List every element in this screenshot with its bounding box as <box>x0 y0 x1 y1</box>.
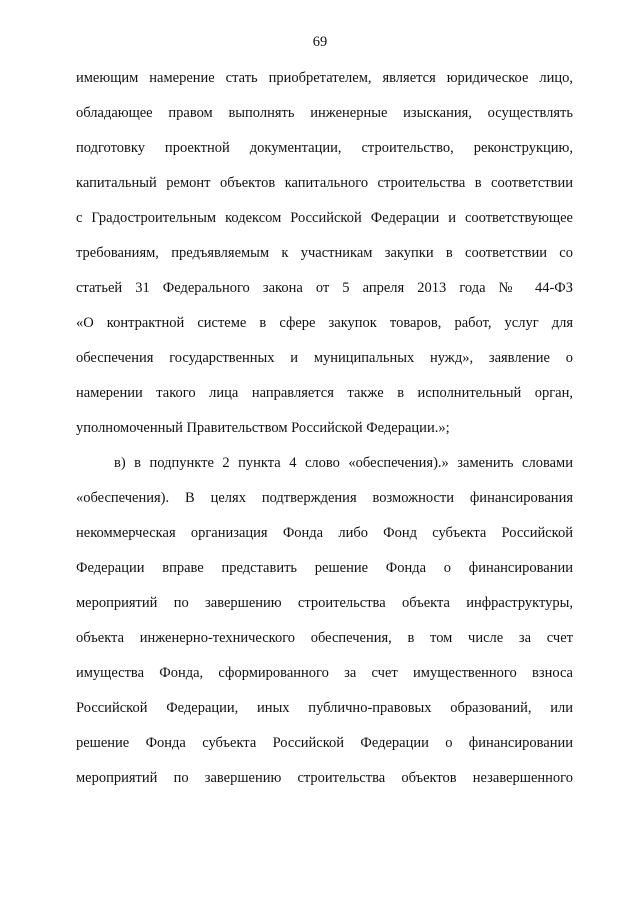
text-line: решение Фонда субъекта Российской Федерации о финансировании <box>76 735 573 751</box>
text-line: Российской Федерации, иных публично-правовых образований, или <box>76 700 573 716</box>
text-line: «обеспечения). В целях подтверждения возможности финансирования <box>76 490 573 506</box>
text-line: статьей 31 Федерального закона от 5 апреля 2013 года № 44-ФЗ <box>76 280 573 296</box>
text-line: уполномоченный Правительством Российской Федерации.»; <box>76 420 450 436</box>
text-line: подготовку проектной документации, строительство, реконструкцию, <box>76 140 573 156</box>
text-line: имеющим намерение стать приобретателем, является юридическое лицо, <box>76 70 573 86</box>
text-line: требованиям, предъявляемым к участникам закупки в соответствии со <box>76 245 573 261</box>
text-line: объекта инженерно-технического обеспечения, в том числе за счет <box>76 630 573 646</box>
text-line: имущества Фонда, сформированного за счет имущественного взноса <box>76 665 573 681</box>
text-line: обладающее правом выполнять инженерные изыскания, осуществлять <box>76 105 573 121</box>
text-line: с Градостроительным кодексом Российской Федерации и соответствующее <box>76 210 573 226</box>
page-number: 69 <box>312 34 328 50</box>
text-line: капитальный ремонт объектов капитального строительства в соответствии <box>76 175 573 191</box>
text-line: «О контрактной системе в сфере закупок товаров, работ, услуг для <box>76 315 573 331</box>
text-line: Федерации вправе представить решение Фонда о финансировании <box>76 560 573 576</box>
text-line: намерении такого лица направляется также в исполнительный орган, <box>76 385 573 401</box>
text-line: мероприятий по завершению строительства объекта инфраструктуры, <box>76 595 573 611</box>
text-line: в) в подпункте 2 пункта 4 слово «обеспечения).» заменить словами <box>114 455 573 471</box>
text-line: мероприятий по завершению строительства объектов незавершенного <box>76 770 573 786</box>
text-line: обеспечения государственных и муниципальных нужд», заявление о <box>76 350 573 366</box>
text-line: некоммерческая организация Фонда либо Фонд субъекта Российской <box>76 525 573 541</box>
